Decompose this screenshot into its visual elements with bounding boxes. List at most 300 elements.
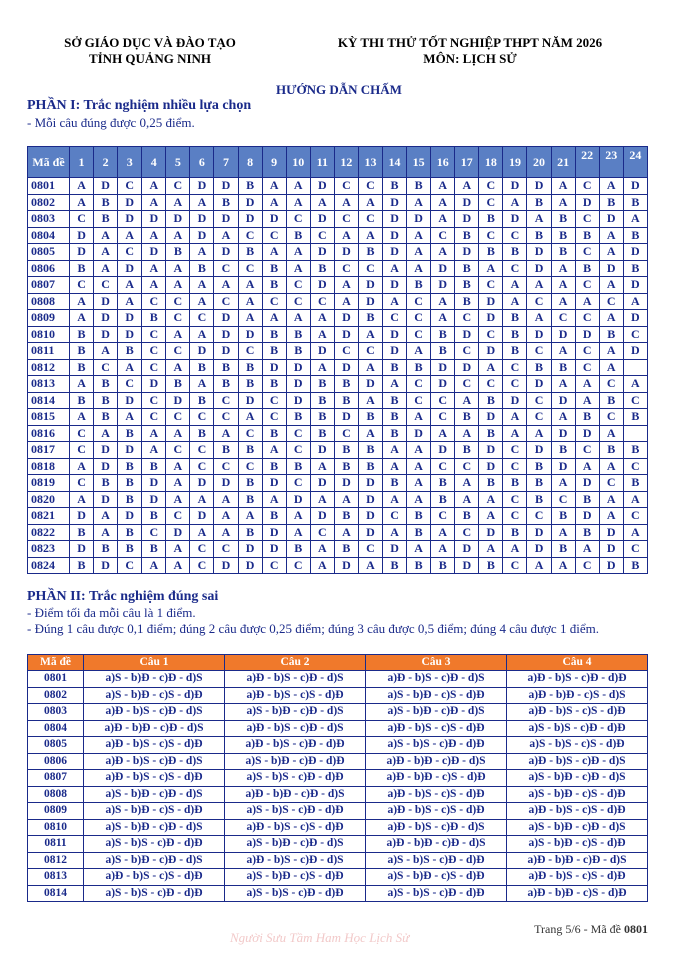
answer-cell: C	[142, 326, 166, 343]
answer-cell: A	[407, 260, 431, 277]
answer-cell: B	[575, 260, 599, 277]
exam-code-cell: 0810	[28, 819, 84, 836]
answer-cell: C	[431, 227, 455, 244]
exam-code-cell: 0810	[28, 326, 70, 343]
answer-cell: D	[70, 541, 94, 558]
answer-cell: A	[310, 194, 334, 211]
answer-cell: D	[142, 244, 166, 261]
answer-cell: A	[575, 458, 599, 475]
answer-cell: A	[190, 326, 214, 343]
question-header-2: 2	[94, 147, 118, 178]
answer-cell: B	[383, 409, 407, 426]
answer-cell: A	[262, 310, 286, 327]
answer-cell: A	[599, 277, 623, 294]
answer-cell: D	[214, 326, 238, 343]
answer-cell	[623, 425, 647, 442]
answer-cell: D	[334, 359, 358, 376]
answer-cell: A	[118, 277, 142, 294]
question-header-12: 12	[334, 147, 358, 178]
answer-cell: D	[623, 178, 647, 195]
answer-cell: A	[527, 425, 551, 442]
answer-cell: B	[262, 326, 286, 343]
answer-cell: D	[286, 359, 310, 376]
answer-cell: D	[334, 409, 358, 426]
answer-cell: C	[623, 326, 647, 343]
table-row	[28, 293, 648, 310]
answer-cell: a)S - b)Đ - c)Đ - d)S	[225, 704, 366, 721]
answer-cell: D	[94, 326, 118, 343]
answer-cell: A	[286, 178, 310, 195]
answer-cell: D	[575, 508, 599, 525]
answer-cell: D	[142, 475, 166, 492]
answer-cell: B	[551, 359, 575, 376]
answer-cell: B	[407, 359, 431, 376]
answer-cell: C	[383, 310, 407, 327]
answer-cell: A	[623, 491, 647, 508]
answer-cell: B	[551, 508, 575, 525]
table-row	[28, 277, 648, 294]
answer-cell: B	[623, 442, 647, 459]
answer-cell: B	[358, 458, 382, 475]
answer-cell: B	[70, 392, 94, 409]
answer-cell: C	[503, 508, 527, 525]
part2-header-4: Câu 4	[507, 655, 648, 671]
answer-cell: A	[166, 227, 190, 244]
answer-cell: D	[214, 557, 238, 574]
answer-cell: D	[358, 293, 382, 310]
answer-cell: A	[407, 409, 431, 426]
answer-cell: C	[527, 508, 551, 525]
exam-code-cell: 0816	[28, 425, 70, 442]
answer-cell: D	[238, 326, 262, 343]
answer-cell: B	[479, 475, 503, 492]
answer-cell: C	[286, 557, 310, 574]
answer-cell: A	[310, 541, 334, 558]
answer-cell: B	[527, 491, 551, 508]
answer-cell: A	[431, 541, 455, 558]
answer-cell: B	[70, 260, 94, 277]
answer-cell: A	[623, 524, 647, 541]
answer-cell: B	[118, 425, 142, 442]
answer-cell: A	[166, 458, 190, 475]
answer-cell: B	[262, 425, 286, 442]
answer-cell: B	[551, 442, 575, 459]
answer-cell: B	[238, 442, 262, 459]
exam-code-cell: 0811	[28, 836, 84, 853]
answer-cell: B	[551, 227, 575, 244]
answer-cell: B	[214, 194, 238, 211]
answer-cell: D	[334, 326, 358, 343]
answer-cell: D	[527, 524, 551, 541]
table-row	[28, 211, 648, 228]
answer-cell: D	[431, 376, 455, 393]
answer-cell: A	[94, 343, 118, 360]
answer-cell: A	[503, 409, 527, 426]
answer-cell: C	[142, 343, 166, 360]
answer-cell: D	[527, 541, 551, 558]
answer-cell: C	[118, 178, 142, 195]
answer-cell: D	[407, 211, 431, 228]
question-header-13: 13	[358, 147, 382, 178]
answer-cell: A	[383, 260, 407, 277]
answer-cell: B	[94, 541, 118, 558]
answer-cell: B	[479, 557, 503, 574]
answer-cell: C	[310, 227, 334, 244]
answer-cell: B	[70, 359, 94, 376]
answer-cell: C	[70, 425, 94, 442]
answer-cell: A	[358, 326, 382, 343]
answer-cell: B	[286, 227, 310, 244]
answer-cell: A	[503, 425, 527, 442]
answer-cell: B	[94, 475, 118, 492]
answer-cell: D	[238, 392, 262, 409]
table-row	[28, 508, 648, 525]
answer-cell: A	[407, 343, 431, 360]
answer-cell: a)S - b)S - c)Đ - d)Đ	[366, 885, 507, 902]
answer-cell: D	[262, 475, 286, 492]
answer-cell: C	[190, 409, 214, 426]
answer-cell: C	[214, 260, 238, 277]
table-row	[28, 885, 648, 902]
answer-cell: a)Đ - b)S - c)S - d)Đ	[84, 770, 225, 787]
answer-cell: a)Đ - b)S - c)Đ - d)Đ	[507, 671, 648, 688]
answer-cell: C	[118, 376, 142, 393]
question-header-16: 16	[431, 147, 455, 178]
answer-cell: A	[431, 178, 455, 195]
answer-cell: a)S - b)Đ - c)S - d)Đ	[84, 803, 225, 820]
answer-cell: D	[94, 178, 118, 195]
answer-cell: A	[455, 475, 479, 492]
exam-code-cell: 0818	[28, 458, 70, 475]
answer-cell: D	[383, 227, 407, 244]
answer-cell: D	[214, 178, 238, 195]
answer-cell: a)Đ - b)S - c)Đ - d)S	[366, 819, 507, 836]
answer-cell: B	[431, 491, 455, 508]
answer-cell: A	[599, 508, 623, 525]
answer-cell: B	[118, 343, 142, 360]
answer-cell: B	[286, 343, 310, 360]
answer-cell: B	[310, 376, 334, 393]
answer-cell: D	[166, 211, 190, 228]
answer-cell: a)S - b)Đ - c)Đ - d)S	[225, 836, 366, 853]
answer-cell: D	[527, 442, 551, 459]
answer-cell: A	[431, 293, 455, 310]
question-header-22: 22	[575, 147, 599, 178]
answer-cell: D	[94, 491, 118, 508]
answer-cell: C	[118, 244, 142, 261]
answer-cell: a)S - b)S - c)Đ - d)Đ	[507, 720, 648, 737]
answer-cell: B	[455, 409, 479, 426]
answer-cell: D	[479, 409, 503, 426]
answer-cell: B	[70, 326, 94, 343]
answer-cell: C	[214, 458, 238, 475]
answer-cell: C	[623, 392, 647, 409]
answer-cell: A	[575, 293, 599, 310]
answer-cell: C	[142, 409, 166, 426]
answer-cell: C	[166, 293, 190, 310]
answer-cell: B	[358, 310, 382, 327]
table-row	[28, 491, 648, 508]
answer-cell: B	[383, 392, 407, 409]
answer-cell: D	[358, 277, 382, 294]
answer-cell: D	[334, 557, 358, 574]
answer-cell: B	[431, 343, 455, 360]
answer-cell: A	[383, 442, 407, 459]
answer-cell: A	[599, 491, 623, 508]
answer-cell: A	[455, 178, 479, 195]
answer-cell: B	[455, 277, 479, 294]
answer-cell: B	[334, 541, 358, 558]
answer-cell: C	[166, 343, 190, 360]
question-header-18: 18	[479, 147, 503, 178]
exam-code-cell: 0815	[28, 409, 70, 426]
answer-cell: D	[142, 376, 166, 393]
answer-cell: C	[599, 293, 623, 310]
answer-cell: B	[503, 475, 527, 492]
answer-cell: a)Đ - b)S - c)S - d)Đ	[366, 786, 507, 803]
answer-cell: B	[575, 409, 599, 426]
answer-cell: C	[190, 557, 214, 574]
answer-cell: D	[118, 211, 142, 228]
table-row	[28, 376, 648, 393]
answer-cell: a)S - b)Đ - c)Đ - d)S	[84, 671, 225, 688]
answer-cell: D	[358, 475, 382, 492]
answer-cell: C	[503, 376, 527, 393]
answer-cell: D	[190, 227, 214, 244]
answer-cell: D	[334, 475, 358, 492]
answer-cell: D	[310, 178, 334, 195]
answer-cell: B	[623, 557, 647, 574]
answer-cell: B	[310, 409, 334, 426]
question-header-10: 10	[286, 147, 310, 178]
answer-cell: A	[407, 541, 431, 558]
part1-heading: PHẦN I: Trắc nghiệm nhiều lựa chọn	[27, 98, 252, 113]
answer-cell: a)S - b)S - c)Đ - d)Đ	[225, 770, 366, 787]
answer-cell: A	[455, 491, 479, 508]
table-row	[28, 671, 648, 688]
footer-code: 0801	[624, 922, 648, 936]
answer-cell: C	[94, 277, 118, 294]
table-row	[28, 541, 648, 558]
answer-cell: D	[479, 442, 503, 459]
answer-cell: B	[407, 524, 431, 541]
answer-cell: C	[575, 343, 599, 360]
answer-cell: B	[190, 260, 214, 277]
answer-cell: C	[503, 491, 527, 508]
answer-cell: B	[358, 409, 382, 426]
answer-cell: B	[575, 524, 599, 541]
answer-cell: B	[503, 244, 527, 261]
answer-cell: a)Đ - b)S - c)S - d)Đ	[225, 687, 366, 704]
exam-code-cell: 0801	[28, 178, 70, 195]
answer-cell: A	[527, 557, 551, 574]
answer-cell: A	[551, 557, 575, 574]
answer-cell: B	[334, 376, 358, 393]
answer-cell: C	[479, 194, 503, 211]
part2-header-3: Câu 3	[366, 655, 507, 671]
question-header-23: 23	[599, 147, 623, 178]
answer-cell: A	[407, 491, 431, 508]
answer-cell: A	[334, 277, 358, 294]
answer-cell: A	[599, 178, 623, 195]
answer-cell: A	[118, 409, 142, 426]
answer-cell: D	[599, 211, 623, 228]
answer-cell: B	[238, 178, 262, 195]
answer-cell: C	[407, 310, 431, 327]
answer-cell: A	[262, 442, 286, 459]
answer-cell: D	[166, 524, 190, 541]
exam-code-cell: 0807	[28, 277, 70, 294]
answer-cell: a)S - b)Đ - c)S - d)Đ	[507, 836, 648, 853]
answer-cell: B	[575, 227, 599, 244]
answer-cell: D	[94, 310, 118, 327]
answer-cell: C	[407, 392, 431, 409]
answer-cell: A	[479, 260, 503, 277]
answer-cell: D	[551, 392, 575, 409]
answer-cell: D	[479, 293, 503, 310]
exam-code-cell: 0802	[28, 194, 70, 211]
exam-code-cell: 0808	[28, 293, 70, 310]
answer-cell: A	[358, 392, 382, 409]
answer-cell: a)Đ - b)S - c)Đ - d)S	[366, 671, 507, 688]
answer-cell: a)S - b)S - c)Đ - d)Đ	[225, 885, 366, 902]
answer-cell: A	[479, 508, 503, 525]
answer-cell: a)Đ - b)S - c)S - d)Đ	[84, 737, 225, 754]
answer-cell: A	[286, 508, 310, 525]
answer-cell: A	[286, 310, 310, 327]
answer-cell: A	[310, 359, 334, 376]
answer-cell: A	[70, 376, 94, 393]
answer-cell: B	[551, 541, 575, 558]
answer-cell: B	[431, 475, 455, 492]
answer-cell: A	[166, 359, 190, 376]
table-row	[28, 803, 648, 820]
answer-cell: B	[286, 326, 310, 343]
answer-cell: a)Đ - b)S - c)Đ - d)S	[225, 852, 366, 869]
answer-cell: A	[358, 557, 382, 574]
answer-cell: C	[503, 227, 527, 244]
answer-cell: C	[431, 508, 455, 525]
table-row	[28, 869, 648, 886]
exam-code-cell: 0801	[28, 671, 84, 688]
answer-cell: D	[310, 343, 334, 360]
answer-cell: B	[431, 326, 455, 343]
answer-cell: A	[358, 194, 382, 211]
answer-cell: D	[118, 508, 142, 525]
answer-cell: B	[407, 277, 431, 294]
exam-code-cell: 0803	[28, 211, 70, 228]
answer-cell: C	[575, 310, 599, 327]
answer-cell: D	[262, 541, 286, 558]
answer-cell: A	[118, 359, 142, 376]
answer-cell: A	[527, 277, 551, 294]
exam-code-cell: 0808	[28, 786, 84, 803]
answer-cell: B	[142, 310, 166, 327]
department-name: SỞ GIÁO DỤC VÀ ĐÀO TẠO	[64, 35, 236, 50]
table-row	[28, 786, 648, 803]
answer-cell: A	[551, 178, 575, 195]
answer-cell: A	[358, 227, 382, 244]
exam-code-cell: 0813	[28, 376, 70, 393]
answer-cell: C	[431, 458, 455, 475]
answer-cell: D	[623, 244, 647, 261]
exam-code-cell: 0811	[28, 343, 70, 360]
answer-cell: D	[455, 194, 479, 211]
answer-cell: B	[94, 392, 118, 409]
answer-cell: B	[383, 557, 407, 574]
answer-cell: B	[455, 260, 479, 277]
answer-cell: B	[455, 442, 479, 459]
answer-cell: C	[142, 524, 166, 541]
answer-cell: D	[383, 326, 407, 343]
answer-cell: B	[503, 326, 527, 343]
answer-cell: B	[599, 194, 623, 211]
answer-cell: C	[623, 541, 647, 558]
answer-cell: D	[431, 260, 455, 277]
answer-cell: D	[383, 194, 407, 211]
answer-cell: C	[527, 392, 551, 409]
question-header-14: 14	[383, 147, 407, 178]
answer-cell: A	[575, 376, 599, 393]
part1-header-row	[28, 147, 648, 178]
answer-cell: D	[431, 277, 455, 294]
answer-cell: D	[358, 491, 382, 508]
watermark: Người Sưu Tầm Ham Học Lịch Sử	[230, 930, 410, 945]
answer-cell: A	[70, 293, 94, 310]
answer-cell: A	[551, 277, 575, 294]
answer-cell: A	[214, 425, 238, 442]
answer-cell: A	[334, 227, 358, 244]
answer-cell: C	[286, 293, 310, 310]
answer-cell: A	[358, 359, 382, 376]
table-row	[28, 227, 648, 244]
answer-cell: a)Đ - b)Đ - c)Đ - d)S	[507, 852, 648, 869]
answer-cell: a)S - b)Đ - c)S - d)Đ	[366, 687, 507, 704]
answer-cell: a)S - b)Đ - c)S - d)Đ	[225, 869, 366, 886]
answer-cell: A	[599, 244, 623, 261]
answer-cell: A	[383, 293, 407, 310]
page-number: Trang 5/6 - Mã đề	[534, 922, 621, 936]
answer-cell: D	[214, 211, 238, 228]
answer-cell: B	[334, 442, 358, 459]
exam-name: KỲ THI THỬ TỐT NGHIỆP THPT NĂM 2026	[337, 35, 603, 50]
answer-cell: A	[262, 178, 286, 195]
answer-cell: A	[623, 211, 647, 228]
question-header-20: 20	[527, 147, 551, 178]
answer-cell: D	[310, 277, 334, 294]
answer-cell: B	[238, 376, 262, 393]
answer-cell: B	[599, 392, 623, 409]
question-header-11: 11	[310, 147, 334, 178]
answer-cell: A	[70, 310, 94, 327]
answer-cell: C	[479, 277, 503, 294]
answer-cell: a)S - b)Đ - c)Đ - d)S	[84, 786, 225, 803]
answer-cell: C	[599, 475, 623, 492]
answer-cell: C	[142, 392, 166, 409]
answer-cell: D	[455, 359, 479, 376]
table-row	[28, 260, 648, 277]
answer-cell: B	[527, 227, 551, 244]
answer-cell: B	[455, 293, 479, 310]
answer-cell: A	[623, 293, 647, 310]
answer-cell: B	[118, 491, 142, 508]
answer-cell: A	[94, 508, 118, 525]
answer-cell: A	[166, 557, 190, 574]
answer-cell: D	[214, 343, 238, 360]
answer-cell: C	[551, 491, 575, 508]
answer-cell: C	[407, 326, 431, 343]
table-row	[28, 310, 648, 327]
